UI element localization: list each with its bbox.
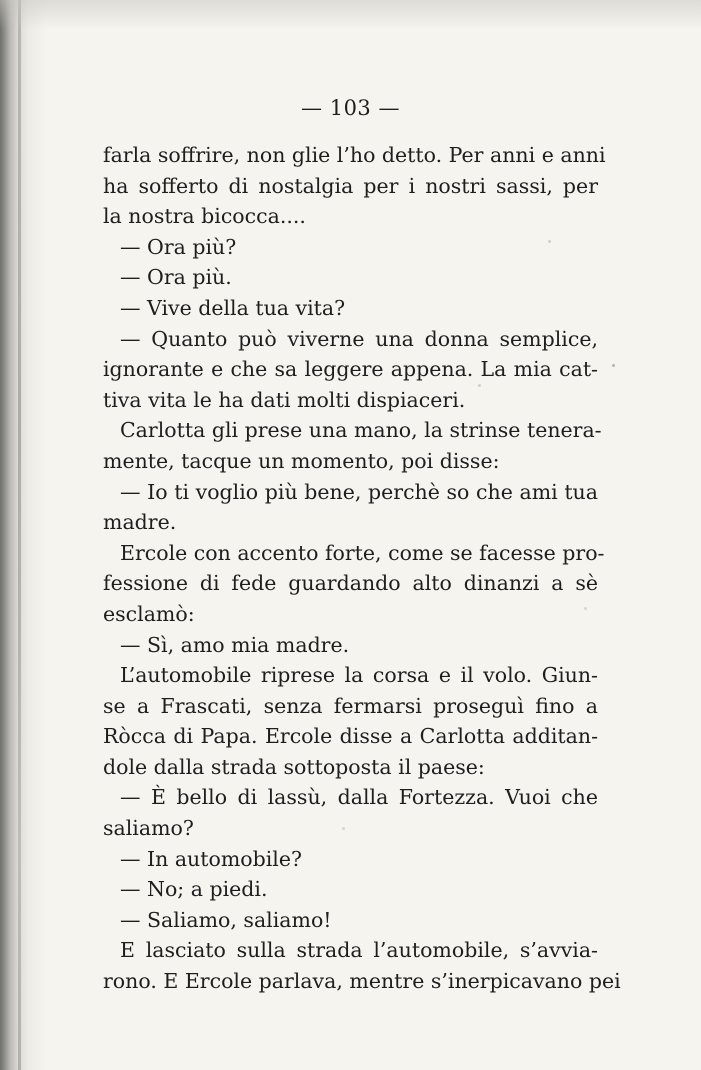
body-text [103, 140, 621, 997]
text-line: — Sì, amo mia madre. [120, 632, 350, 657]
binding-edge [18, 0, 21, 1070]
text-line: — In automobile? [120, 846, 302, 871]
text-line: E lasciato sulla strada l’automobile, s’avvia- [120, 938, 598, 963]
paper-speck [478, 384, 481, 387]
text-line: esclamò: [103, 601, 195, 626]
text-line: ignorante e che sa leggere appena. La mia cat- [103, 357, 598, 382]
text-line: — Saliamo, saliamo! [120, 907, 332, 932]
top-shadow [0, 0, 701, 30]
text-line: farla soffrire, non glie l’ho detto. Per anni e anni [103, 143, 606, 167]
text-line: Ròcca di Papa. Ercole disse a Carlotta additan- [103, 724, 598, 749]
text-line: dole dalla strada sottoposta il paese: [103, 754, 485, 779]
text-line: Ercole con accento forte, come se facesse pro- [120, 540, 605, 565]
text-line: rono. E Ercole parlava, mentre s’inerpicavano pei [103, 969, 621, 994]
text-line: tiva vita le ha dati molti dispiaceri. [103, 387, 466, 412]
text-line: fessione di fede guardando alto dinanzi a sè [103, 571, 598, 596]
text-line: mente, tacque un momento, poi disse: [103, 448, 500, 473]
text-line: — Quanto può viverne una donna semplice, [120, 326, 598, 351]
text-line: — Ora più. [120, 265, 232, 290]
text-line: — Io ti voglio più bene, perchè so che ami tua [120, 479, 598, 504]
text-line: — Vive della tua vita? [120, 295, 346, 320]
text-line: — È bello di lassù, dalla Fortezza. Vuoi che [120, 785, 598, 810]
paper-speck [342, 827, 345, 830]
text-line: madre. [103, 510, 177, 535]
text-line: Carlotta gli prese una mano, la strinse tenera- [120, 418, 602, 443]
text-line: ha sofferto di nostalgia per i nostri sassi, per [103, 173, 598, 198]
text-line: — No; a piedi. [120, 877, 268, 902]
text-line: se a Frascati, senza fermarsi proseguì fino a [103, 693, 598, 718]
text-line: — Ora più? [120, 234, 237, 259]
text-line: saliamo? [103, 816, 194, 841]
text-line: la nostra bicocca.... [103, 204, 306, 229]
paper-speck [612, 364, 615, 367]
paper-speck [584, 607, 587, 610]
paper-speck [548, 240, 551, 243]
binding-shadow [0, 0, 46, 1070]
text-line: L’automobile riprese la corsa e il volo. Giun- [120, 663, 598, 688]
page-number: — 103 — [301, 96, 400, 120]
